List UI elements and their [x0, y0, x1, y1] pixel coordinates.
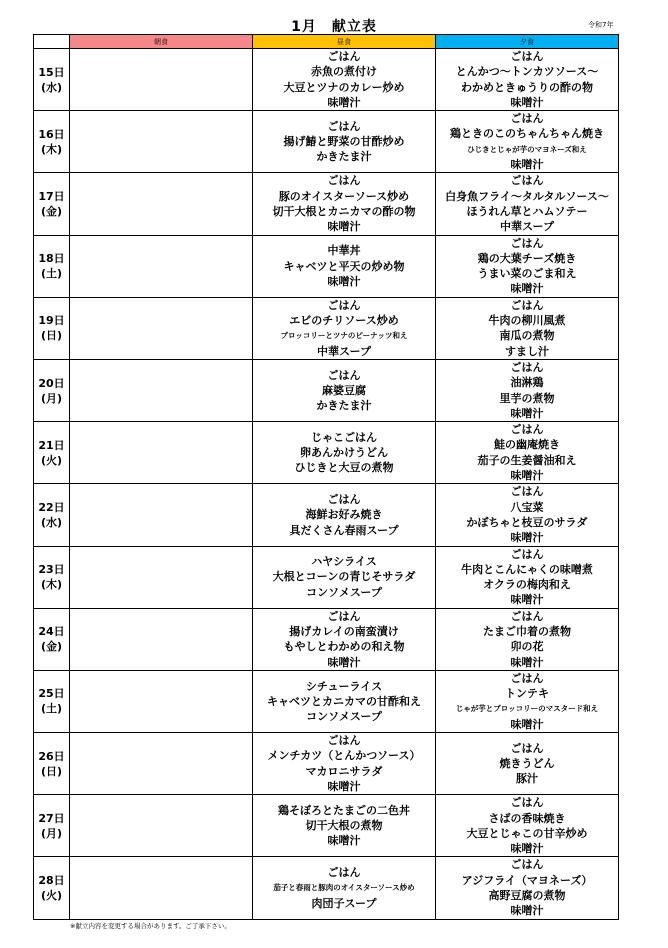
day-of-week: (木) [40, 142, 63, 156]
dish-item: 牛肉とこんにゃくの味噌煮 [461, 562, 593, 576]
day-of-week: (土) [40, 702, 63, 716]
dinner-cell [436, 546, 619, 608]
dish-item: ごはん [327, 50, 361, 63]
dinner-cell [436, 173, 619, 235]
dish-item: ごはん [510, 858, 544, 872]
day-number: 18日 [38, 252, 65, 266]
day-row [34, 235, 619, 297]
dish-item: 味噌汁 [510, 158, 544, 172]
dish-item: ごはん [510, 796, 544, 810]
dish-item: かきたま汁 [316, 399, 372, 413]
date-cell [34, 546, 70, 608]
dish-item: 肉団子スープ [311, 896, 377, 910]
dish-item: 高野豆腐の煮物 [488, 889, 566, 903]
day-number: 28日 [38, 874, 65, 888]
lunch-cell [253, 795, 436, 857]
dish-item: 味噌汁 [327, 220, 361, 234]
lunch-cell [253, 422, 436, 484]
dish-item: 味噌汁 [327, 274, 361, 288]
dish-item: ごはん [327, 298, 361, 312]
dish-item: ごはん [510, 423, 544, 437]
day-of-week: (水) [40, 80, 63, 94]
day-number: 27日 [38, 811, 65, 825]
day-row [34, 422, 619, 484]
breakfast-cell [70, 484, 253, 546]
day-number: 23日 [38, 563, 65, 577]
breakfast-cell [70, 111, 253, 173]
date-cell [34, 484, 70, 546]
date-cell [34, 733, 70, 795]
lunch-cell [253, 484, 436, 546]
dish-item: 味噌汁 [510, 593, 544, 607]
dish-item: 茄子の生姜醤油和え [477, 453, 577, 467]
day-of-week: (土) [40, 267, 63, 281]
dish-item: もやしとわかめの和え物 [283, 640, 405, 654]
lunch-cell [253, 546, 436, 608]
dish-item: 味噌汁 [327, 655, 361, 669]
breakfast-cell [70, 795, 253, 857]
dish-item: 味噌汁 [510, 842, 544, 856]
breakfast-cell [70, 235, 253, 297]
dish-item: たまご巾着の煮物 [483, 624, 571, 638]
era-label: 令和7年 [588, 21, 614, 29]
date-cell [34, 173, 70, 235]
breakfast-cell [70, 733, 253, 795]
dish-item: 里芋の煮物 [499, 391, 555, 405]
day-row [34, 733, 619, 795]
dish-item: 南瓜の煮物 [499, 329, 555, 343]
day-row [34, 359, 619, 421]
dish-item: 味噌汁 [327, 95, 361, 109]
breakfast-cell [70, 608, 253, 670]
dish-item: ごはん [327, 174, 361, 188]
dish-item: とんかつ～トンカツソース～ [455, 65, 599, 79]
dish-item: 味噌汁 [510, 531, 544, 545]
dish-item: 具だくさん春雨スープ [289, 523, 399, 537]
day-of-week: (日) [40, 329, 63, 343]
lunch-cell [253, 49, 436, 111]
day-number: 21日 [38, 438, 65, 452]
header-lunch: 昼食 [253, 35, 436, 49]
dinner-cell [436, 857, 619, 919]
dinner-cell [436, 484, 619, 546]
dish-item: うまい菜のごま和え [477, 267, 577, 281]
header-breakfast: 朝食 [70, 35, 253, 49]
dinner-cell [436, 795, 619, 857]
day-of-week: (金) [40, 204, 63, 218]
dish-item: オクラの梅肉和え [483, 578, 571, 592]
dish-item: 味噌汁 [510, 717, 544, 731]
day-of-week: (木) [40, 578, 63, 592]
dinner-cell [436, 111, 619, 173]
dish-item: かぼちゃと枝豆のサラダ [466, 515, 588, 529]
day-of-week: (金) [40, 640, 63, 654]
dinner-cell [436, 235, 619, 297]
dish-item: メンチカツ（とんかつソース） [267, 749, 421, 763]
dish-item: キャベツと平天の炒め物 [283, 259, 405, 273]
breakfast-cell [70, 297, 253, 359]
dish-item: 鶏の大葉チーズ焼き [477, 251, 577, 265]
dish-item: エビのチリソース炒め [289, 314, 399, 328]
dish-item: ハヤシライス [311, 555, 377, 569]
dish-item: 中華スープ [317, 344, 371, 358]
dinner-cell [436, 359, 619, 421]
day-number: 20日 [38, 376, 65, 390]
dish-item: 大根とコーンの青じそサラダ [272, 570, 416, 584]
dish-item: さばの香味焼き [488, 811, 566, 825]
dinner-cell [436, 670, 619, 732]
dish-item: 味噌汁 [510, 655, 544, 669]
breakfast-cell [70, 359, 253, 421]
day-of-week: (火) [40, 453, 63, 467]
breakfast-cell [70, 173, 253, 235]
dish-item: 麻婆豆腐 [322, 383, 366, 397]
day-row [34, 484, 619, 546]
footnote: ※献立内容を変更する場合があります。ご了承下さい。 [70, 922, 231, 930]
dish-item: わかめときゅうりの酢の物 [461, 80, 593, 94]
dinner-cell [436, 49, 619, 111]
day-of-week: (日) [40, 764, 63, 778]
day-number: 19日 [38, 314, 65, 328]
date-cell [34, 235, 70, 297]
dish-item: 海鮮お好み焼き [305, 508, 383, 522]
date-cell [34, 422, 70, 484]
lunch-cell [253, 235, 436, 297]
dish-item: アジフライ（マヨネーズ） [461, 873, 593, 887]
day-number: 25日 [38, 687, 65, 701]
lunch-cell [253, 670, 436, 732]
dish-item: ごはん [510, 50, 544, 63]
dish-item: ごはん [327, 368, 361, 382]
dinner-cell [436, 297, 619, 359]
day-row [34, 173, 619, 235]
day-of-week: (月) [40, 391, 63, 405]
dish-item: 卯の花 [510, 640, 544, 654]
dinner-cell [436, 733, 619, 795]
dish-item: 油淋鶏 [510, 376, 544, 390]
dish-item: 豚のオイスターソース炒め [278, 189, 410, 203]
dinner-cell [436, 608, 619, 670]
dish-item: トンテキ [505, 687, 549, 701]
day-number: 22日 [38, 500, 65, 514]
dish-item: 中華スープ [500, 220, 554, 234]
dinner-cell [436, 422, 619, 484]
day-number: 15日 [38, 65, 65, 79]
header-row [34, 35, 619, 49]
dish-item: ごはん [510, 174, 544, 188]
dish-item: 味噌汁 [510, 406, 544, 420]
breakfast-cell [70, 857, 253, 919]
dish-item: コンソメスープ [306, 710, 382, 724]
dish-item: 味噌汁 [510, 282, 544, 296]
dish-item: 味噌汁 [510, 469, 544, 483]
dish-item: じゃが芋とブロッコリーのマスタード和え [455, 704, 599, 714]
dish-item: ひじきとじゃが芋のマヨネーズ和え [467, 144, 587, 154]
dish-item: 切干大根の煮物 [305, 819, 383, 833]
dish-item: 鶏そぼろとたまごの二色丼 [278, 803, 410, 817]
day-number: 17日 [38, 189, 65, 203]
lunch-cell [253, 359, 436, 421]
menu-table [33, 34, 619, 920]
dish-item: ごはん [327, 492, 361, 506]
day-of-week: (火) [40, 889, 63, 903]
day-number: 24日 [38, 625, 65, 639]
dish-item: 鮭の幽庵焼き [494, 438, 560, 452]
dish-item: ごはん [510, 236, 544, 250]
dish-item: 卵あんかけうどん [300, 446, 388, 460]
dish-item: 大豆とツナのカレー炒め [283, 80, 405, 94]
day-row [34, 49, 619, 111]
dish-item: 大豆とじゃこの甘辛炒め [466, 826, 588, 840]
dish-item: かきたま汁 [316, 150, 372, 164]
date-cell [34, 359, 70, 421]
dish-item: 牛肉の柳川風煮 [488, 314, 566, 328]
dish-item: マカロニサラダ [305, 764, 383, 778]
dish-item: 鶏ときのこのちゃんちゃん焼き [450, 127, 604, 141]
dish-item: ごはん [510, 609, 544, 623]
dish-item: 味噌汁 [327, 834, 361, 848]
dish-item: 茄子と春雨と豚肉のオイスターソース炒め [273, 883, 415, 893]
dish-item: 味噌汁 [510, 904, 544, 918]
dish-item: 揚げカレイの南蛮漬け [289, 624, 399, 638]
dish-item: ひじきと大豆の煮物 [294, 461, 394, 475]
day-number: 16日 [38, 127, 65, 141]
day-row [34, 795, 619, 857]
dish-item: ごはん [510, 671, 544, 685]
lunch-cell [253, 173, 436, 235]
dish-item: 白身魚フライ～タルタルソース～ [445, 189, 609, 203]
lunch-cell [253, 111, 436, 173]
day-row [34, 111, 619, 173]
date-cell [34, 795, 70, 857]
lunch-cell [253, 608, 436, 670]
breakfast-cell [70, 49, 253, 111]
dish-item: ごはん [327, 866, 361, 880]
dish-item: 切干大根とカニカマの酢の物 [272, 204, 416, 218]
day-of-week: (月) [40, 826, 63, 840]
header-dinner: 夕食 [436, 35, 619, 49]
date-cell [34, 297, 70, 359]
lunch-cell [253, 857, 436, 919]
date-cell [34, 857, 70, 919]
dish-item: ごはん [327, 119, 361, 133]
day-row [34, 546, 619, 608]
day-row [34, 608, 619, 670]
dish-item: シチューライス [305, 679, 383, 693]
day-of-week: (水) [40, 515, 63, 529]
dish-item: ごはん [327, 609, 361, 623]
lunch-cell [253, 733, 436, 795]
dish-item: ごはん [510, 547, 544, 561]
date-cell [34, 49, 70, 111]
date-cell [34, 608, 70, 670]
dish-item: ごはん [510, 741, 544, 755]
header-date [34, 35, 70, 49]
date-cell [34, 111, 70, 173]
day-row [34, 857, 619, 919]
dish-item: ごはん [510, 112, 544, 126]
day-row [34, 297, 619, 359]
dish-item: 味噌汁 [327, 779, 361, 793]
day-row [34, 670, 619, 732]
page-title: 1月 献立表 [291, 19, 377, 35]
breakfast-cell [70, 546, 253, 608]
dish-item: ほうれん草とハムソテー [466, 204, 588, 218]
dish-item: 赤魚の煮付け [311, 65, 377, 79]
dish-item: すまし汁 [505, 344, 549, 358]
dish-item: 中華丼 [327, 244, 361, 258]
day-number: 26日 [38, 749, 65, 763]
dish-item: コンソメスープ [306, 585, 382, 599]
dish-item: じゃこごはん [311, 430, 377, 444]
dish-item: ごはん [327, 734, 361, 748]
dish-item: 八宝菜 [510, 500, 544, 514]
dish-item: 豚汁 [516, 772, 538, 786]
dish-item: ごはん [510, 485, 544, 499]
dish-item: 味噌汁 [510, 95, 544, 109]
breakfast-cell [70, 422, 253, 484]
dish-item: 揚げ鰆と野菜の甘酢炒め [283, 135, 405, 149]
lunch-cell [253, 297, 436, 359]
dish-item: キャベツとカニカマの甘酢和え [267, 694, 421, 708]
date-cell [34, 670, 70, 732]
dish-item: ごはん [510, 298, 544, 312]
breakfast-cell [70, 670, 253, 732]
dish-item: 焼きうどん [499, 757, 555, 770]
dish-item: ごはん [510, 360, 544, 374]
dish-item: ブロッコリーとツナのピーナッツ和え [280, 331, 408, 341]
